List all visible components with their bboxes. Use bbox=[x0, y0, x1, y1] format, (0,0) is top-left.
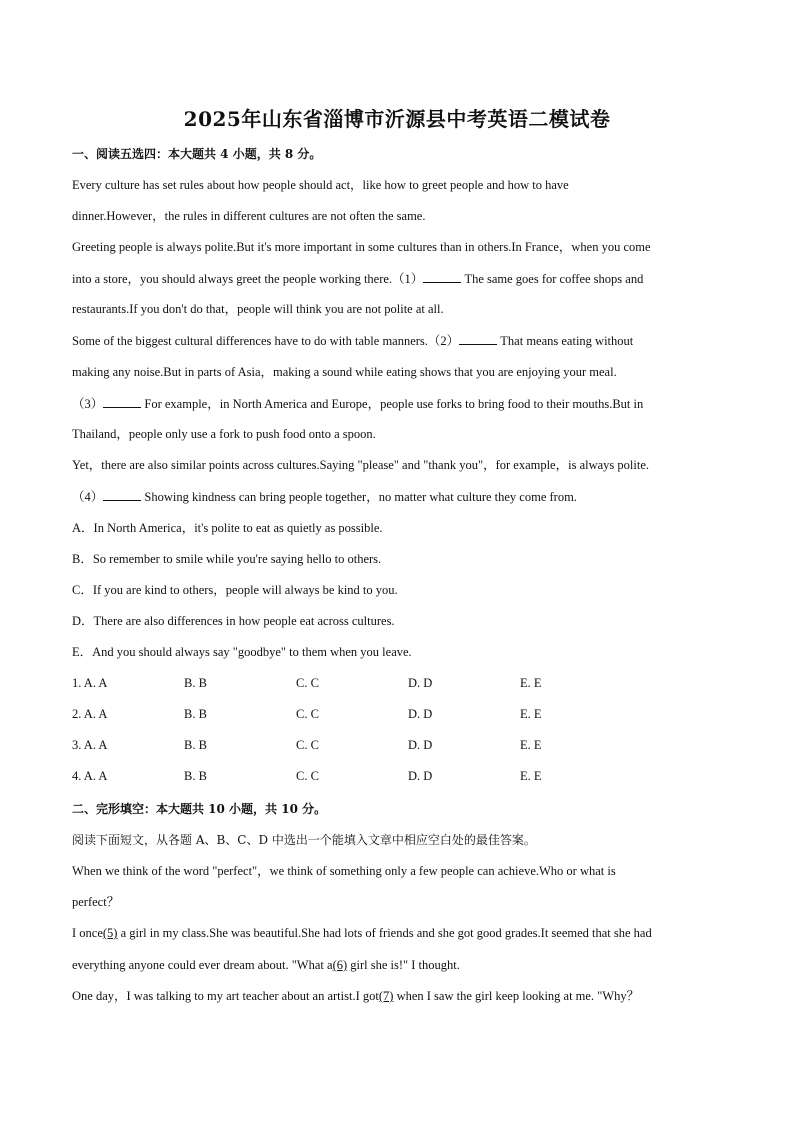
passage-text: when I saw the girl keep looking at me. "Why？ bbox=[393, 989, 640, 1003]
passage-line bbox=[72, 270, 732, 287]
passage-text: a girl in my class.She was beautiful.She had lots of friends and she got good grades.It seemed that she had bbox=[117, 926, 652, 940]
passage-text: The same goes for coffee shops and bbox=[461, 272, 644, 286]
answer-option[interactable]: D. D bbox=[408, 707, 433, 721]
answer-option[interactable]: 4. A. A bbox=[72, 769, 108, 783]
passage-line bbox=[72, 957, 732, 973]
passage-line bbox=[72, 925, 732, 941]
passage-line: When we think of the word "perfect"，we think of something only a few people can achieve.Who or what is bbox=[72, 864, 616, 878]
passage-text: everything anyone could ever dream about. "What a bbox=[72, 958, 333, 972]
passage-text: girl she is!" I thought. bbox=[347, 958, 460, 972]
passage-line: dinner.However，the rules in different cultures are not often the same. bbox=[72, 209, 426, 223]
answer-option[interactable]: D. D bbox=[408, 676, 433, 690]
choice-option: D．There are also differences in how people eat across cultures. bbox=[72, 614, 395, 628]
answer-blank-4[interactable] bbox=[103, 488, 141, 501]
answer-blank-2[interactable] bbox=[459, 332, 497, 345]
passage-line bbox=[72, 988, 732, 1004]
passage-line: Thailand，people only use a fork to push food onto a spoon. bbox=[72, 427, 376, 441]
answer-option[interactable]: B. B bbox=[184, 676, 207, 690]
page-title: 2025年山东省淄博市沂源县中考英语二模试卷 bbox=[183, 107, 611, 131]
cloze-blank-7[interactable]: (7) bbox=[378, 989, 394, 1003]
section-2-heading: 二、完形填空：本大题共 10 小题，共 10 分。 bbox=[72, 802, 327, 816]
passage-line: Greeting people is always polite.But it's more important in some cultures than in others.In France，when you come bbox=[72, 240, 651, 254]
answer-option[interactable]: B. B bbox=[184, 707, 207, 721]
passage-text: That means eating without bbox=[497, 334, 634, 348]
answer-option[interactable]: E. E bbox=[520, 769, 542, 783]
answer-option[interactable]: E. E bbox=[520, 738, 542, 752]
cloze-blank-5[interactable]: (5) bbox=[102, 926, 118, 940]
answer-option[interactable]: C. C bbox=[296, 707, 319, 721]
passage-text: I once bbox=[72, 926, 103, 940]
passage-text: Some of the biggest cultural differences have to do with table manners.（2） bbox=[72, 334, 460, 348]
answer-option[interactable]: 2. A. A bbox=[72, 707, 108, 721]
cloze-blank-6[interactable]: (6) bbox=[332, 958, 348, 972]
answer-option[interactable]: B. B bbox=[184, 738, 207, 752]
section-1-heading: 一、阅读五选四：本大题共 4 小题，共 8 分。 bbox=[72, 147, 322, 161]
passage-line: perfect？ bbox=[72, 895, 120, 909]
answer-option[interactable]: C. C bbox=[296, 769, 319, 783]
passage-line bbox=[72, 332, 732, 349]
passage-line bbox=[72, 395, 732, 412]
choice-option: E．And you should always say "goodbye" to them when you leave. bbox=[72, 645, 412, 659]
answer-blank-3[interactable] bbox=[103, 395, 141, 408]
answer-option[interactable]: E. E bbox=[520, 676, 542, 690]
passage-line bbox=[72, 488, 732, 505]
passage-line: Yet，there are also similar points across cultures.Saying "please" and "thank you"，for example，is always polite. bbox=[72, 458, 649, 472]
answer-option[interactable]: D. D bbox=[408, 769, 433, 783]
answer-blank-1[interactable] bbox=[423, 270, 461, 283]
passage-text: （3） bbox=[72, 397, 104, 411]
choice-option: B．So remember to smile while you're saying hello to others. bbox=[72, 552, 382, 566]
passage-text: For example，in North America and Europe，people use forks to bring food to their mouths.But in bbox=[141, 397, 644, 411]
answer-option[interactable]: E. E bbox=[520, 707, 542, 721]
passage-text: into a store，you should always greet the people working there.（1） bbox=[72, 272, 424, 286]
passage-line: Every culture has set rules about how people should act，like how to greet people and how to have bbox=[72, 178, 569, 192]
answer-option[interactable]: D. D bbox=[408, 738, 433, 752]
answer-option[interactable]: C. C bbox=[296, 676, 319, 690]
answer-option[interactable]: C. C bbox=[296, 738, 319, 752]
section-2-instruction: 阅读下面短文，从各题 A、B、C、D 中选出一个能填入文章中相应空白处的最佳答案。 bbox=[72, 833, 536, 847]
choice-option: A．In North America，it's polite to eat as quietly as possible. bbox=[72, 521, 383, 535]
answer-option[interactable]: 3. A. A bbox=[72, 738, 108, 752]
choice-option: C．If you are kind to others，people will always be kind to you. bbox=[72, 583, 398, 597]
passage-text: Showing kindness can bring people together，no matter what culture they come from. bbox=[141, 490, 577, 504]
passage-text: （4） bbox=[72, 490, 104, 504]
passage-line: making any noise.But in parts of Asia，making a sound while eating shows that you are enjoying your meal. bbox=[72, 365, 617, 379]
answer-option[interactable]: B. B bbox=[184, 769, 207, 783]
passage-text: One day，I was talking to my art teacher about an artist.I got bbox=[72, 989, 379, 1003]
passage-line: restaurants.If you don't do that，people will think you are not polite at all. bbox=[72, 302, 444, 316]
answer-option[interactable]: 1. A. A bbox=[72, 676, 108, 690]
